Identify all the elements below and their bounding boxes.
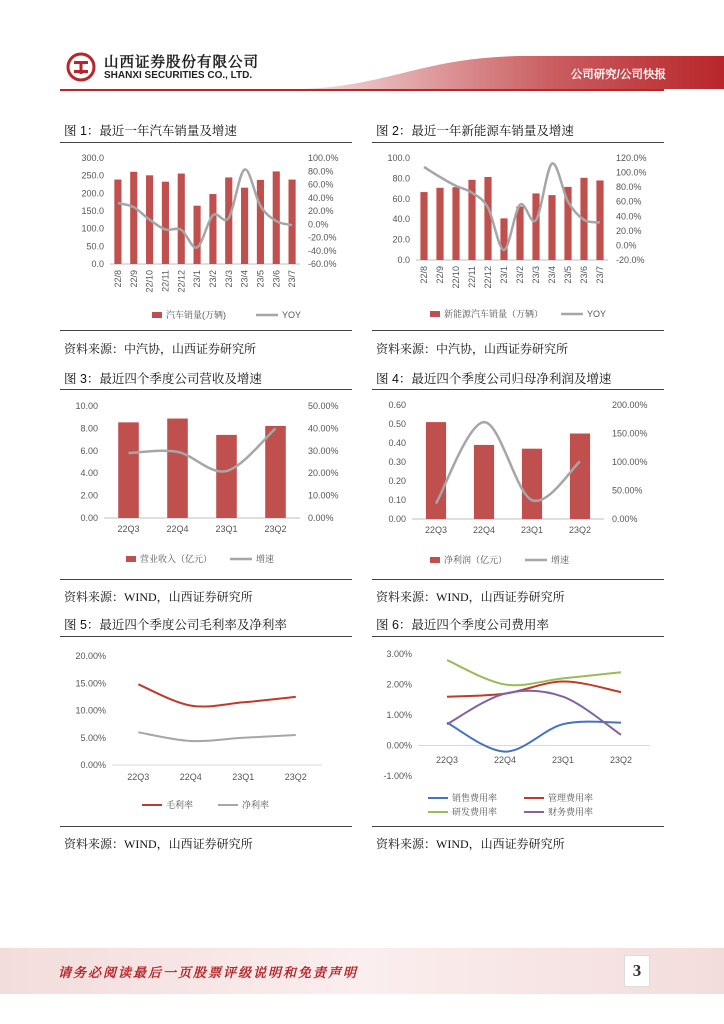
- figure-2-top-rule: [372, 142, 664, 143]
- figure-6-top-rule: [372, 636, 664, 637]
- right-tick-label: 0.0%: [616, 240, 637, 251]
- right-tick-label: -60.0%: [308, 259, 337, 269]
- right-tick-label: 40.0%: [308, 192, 334, 203]
- figure-2-source: 资料来源：中汽协，山西证券研究所: [376, 342, 569, 356]
- category-label: 23Q1: [551, 755, 575, 765]
- left-tick-label: 0.00: [388, 514, 406, 524]
- chart-4-net-profit: [372, 393, 664, 577]
- figure-2-title: 图 2：最近一年新能源车销量及增速: [376, 124, 574, 138]
- category-label: 22/10: [451, 266, 461, 289]
- left-tick-label: 4.00: [80, 468, 98, 479]
- chart-svg-4: [60, 640, 352, 824]
- bar: [167, 419, 188, 518]
- figure-5-title: 图 5：最近四个季度公司毛利率及净利率: [64, 618, 287, 632]
- right-tick-label: -20.0%: [308, 232, 337, 243]
- right-tick-label: -20.0%: [616, 255, 645, 265]
- header-divider: [60, 89, 664, 91]
- right-tick-label: 10.00%: [308, 490, 339, 501]
- right-tick-label: 0.0%: [308, 219, 329, 230]
- category-label: 23/6: [271, 270, 282, 288]
- legend-swatch-bar: [126, 556, 136, 562]
- legend-swatch-bar: [430, 311, 440, 317]
- category-label: 23Q2: [609, 755, 633, 765]
- y-tick-label: 3.00%: [386, 649, 412, 659]
- category-label: 23Q1: [520, 525, 544, 535]
- right-tick-label: 20.0%: [308, 206, 334, 216]
- right-tick-label: 30.00%: [308, 445, 339, 456]
- bar: [570, 434, 590, 520]
- left-tick-label: 0.30: [388, 457, 406, 467]
- line-series: [129, 428, 276, 471]
- right-tick-label: 200.00%: [612, 400, 648, 410]
- line-series: [447, 660, 621, 685]
- category-label: 23/2: [207, 270, 218, 288]
- legend-label: 销售费用率: [452, 793, 498, 803]
- legend-label: 管理费用率: [548, 793, 594, 803]
- left-tick-label: 300.0: [81, 153, 104, 163]
- legend-label: YOY: [282, 310, 302, 320]
- chart-svg-2: [60, 393, 352, 577]
- left-tick-label: 6.00: [80, 445, 98, 456]
- figure-3-source: 资料来源：WIND，山西证券研究所: [64, 590, 253, 604]
- right-tick-label: 100.0%: [308, 153, 339, 163]
- right-tick-label: 80.0%: [616, 182, 642, 193]
- category-label: 23/5: [563, 266, 573, 284]
- category-label: 23/2: [515, 266, 525, 284]
- line-series: [118, 169, 292, 247]
- legend-label: 新能源汽车销量（万辆）: [444, 309, 544, 319]
- figure-1-title: 图 1：最近一年汽车销量及增速: [64, 124, 237, 138]
- footer-disclaimer: 请务必阅读最后一页股票评级说明和免责声明: [58, 965, 359, 980]
- legend-label: 研发费用率: [452, 807, 498, 817]
- left-tick-label: 2.00: [80, 490, 98, 501]
- left-tick-label: 100.0: [81, 223, 104, 234]
- y-tick-label: 2.00%: [386, 679, 412, 690]
- line-series: [138, 732, 295, 741]
- line-series: [447, 691, 621, 735]
- figure-6-bottom-rule: [372, 826, 664, 827]
- category-label: 22/11: [467, 266, 477, 288]
- y-tick-label: 20.00%: [75, 651, 106, 661]
- bar: [426, 422, 446, 519]
- left-tick-label: 0.10: [388, 495, 406, 505]
- right-tick-label: 100.00%: [612, 457, 648, 467]
- legend-label: 净利率: [242, 800, 270, 810]
- y-tick-label: 5.00%: [80, 732, 106, 743]
- line-series: [424, 163, 600, 250]
- category-label: 23/7: [595, 266, 605, 284]
- right-tick-label: 50.00%: [612, 485, 643, 496]
- category-label: 22/10: [144, 270, 155, 293]
- category-label: 22Q3: [424, 525, 448, 535]
- category-label: 22/8: [112, 270, 123, 288]
- bar: [500, 218, 507, 260]
- y-tick-label: 0.00%: [80, 760, 106, 770]
- category-label: 23/5: [255, 270, 266, 288]
- category-label: 22Q4: [493, 755, 517, 765]
- chart-svg-5: [372, 640, 664, 824]
- y-tick-label: 10.00%: [75, 705, 106, 716]
- legend-label: 净利润（亿元）: [444, 555, 508, 565]
- bar: [209, 194, 216, 264]
- category-label: 22Q4: [472, 525, 496, 535]
- category-label: 22Q3: [435, 755, 459, 765]
- figure-6-title: 图 6：最近四个季度公司费用率: [376, 618, 549, 632]
- y-tick-label: 15.00%: [75, 678, 106, 689]
- left-tick-label: 40.0: [392, 214, 410, 225]
- left-tick-label: 250.0: [81, 170, 104, 181]
- figure-2-bottom-rule: [372, 330, 664, 331]
- category-label: 23/1: [192, 270, 203, 288]
- left-tick-label: 50.0: [86, 241, 104, 252]
- y-tick-label: -1.00%: [383, 771, 412, 781]
- right-tick-label: 0.00%: [612, 514, 638, 524]
- right-tick-label: 0.00%: [308, 513, 334, 523]
- category-label: 23Q2: [568, 525, 592, 535]
- figure-4-bottom-rule: [372, 579, 664, 580]
- category-label: 23/4: [547, 266, 557, 284]
- chart-6-expense-ratios: [372, 640, 664, 824]
- category-label: 22/11: [160, 270, 171, 292]
- right-tick-label: 20.0%: [616, 225, 642, 236]
- category-label: 23Q1: [232, 772, 255, 782]
- category-label: 23/3: [531, 266, 541, 284]
- bar: [548, 195, 555, 260]
- figure-3-bottom-rule: [60, 579, 352, 580]
- bar: [265, 426, 286, 518]
- left-tick-label: 0.40: [388, 438, 406, 448]
- chart-2-nev-sales: [372, 146, 664, 328]
- right-tick-label: -40.0%: [308, 245, 337, 256]
- bar: [216, 435, 237, 518]
- figure-5-bottom-rule: [60, 826, 352, 827]
- legend-swatch-bar: [152, 312, 162, 318]
- figure-3-top-rule: [60, 389, 352, 390]
- category-label: 23/6: [579, 266, 589, 284]
- figure-1-bottom-rule: [60, 330, 352, 331]
- bar: [474, 445, 494, 519]
- chart-svg-0: [60, 146, 352, 328]
- section-tag: 公司研究/公司快报: [570, 69, 666, 81]
- category-label: 22Q4: [179, 772, 202, 782]
- legend-label: 增速: [256, 554, 275, 564]
- legend-label: 汽车销量(万辆): [166, 310, 226, 320]
- figure-4-top-rule: [372, 389, 664, 390]
- category-label: 22/9: [128, 270, 139, 288]
- left-tick-label: 8.00: [80, 423, 98, 434]
- left-tick-label: 0.60: [388, 400, 406, 410]
- right-tick-label: 60.0%: [308, 179, 334, 190]
- bar: [522, 449, 542, 519]
- left-tick-label: 0.0: [397, 255, 410, 265]
- category-label: 23/4: [239, 270, 250, 288]
- legend-label: 增速: [551, 555, 570, 565]
- bar: [241, 188, 248, 264]
- bar: [289, 180, 296, 264]
- bar: [484, 177, 491, 260]
- figure-6-source: 资料来源：WIND，山西证券研究所: [376, 837, 565, 851]
- chart-5-margins: [60, 640, 352, 824]
- category-label: 22/9: [435, 266, 445, 284]
- line-series: [436, 422, 580, 504]
- chart-svg-3: [372, 393, 664, 577]
- bar: [516, 206, 523, 260]
- category-label: 23Q2: [264, 524, 287, 534]
- category-label: 22/12: [176, 270, 187, 293]
- bar: [178, 174, 185, 264]
- figure-1-top-rule: [60, 142, 352, 143]
- line-series: [447, 722, 621, 752]
- right-tick-label: 150.00%: [612, 428, 648, 439]
- legend-label: 财务费用率: [548, 807, 594, 817]
- bar: [114, 180, 121, 264]
- category-label: 23/3: [223, 270, 234, 288]
- figure-5-source: 资料来源：WIND，山西证券研究所: [64, 837, 253, 851]
- category-label: 22Q3: [127, 772, 150, 782]
- chart-3-revenue: [60, 393, 352, 577]
- bar: [130, 172, 137, 264]
- left-tick-label: 10.00: [75, 401, 98, 411]
- legend-label: 毛利率: [166, 800, 194, 810]
- figure-3-title: 图 3：最近四个季度公司营收及增速: [64, 372, 262, 386]
- category-label: 23Q1: [215, 524, 238, 534]
- category-label: 23/7: [287, 270, 298, 288]
- figure-4-source: 资料来源：WIND，山西证券研究所: [376, 590, 565, 604]
- bar: [273, 171, 280, 264]
- right-tick-label: 100.0%: [616, 167, 647, 178]
- y-tick-label: 1.00%: [386, 710, 412, 720]
- legend-label: YOY: [587, 309, 607, 319]
- left-tick-label: 150.0: [81, 206, 104, 216]
- left-tick-label: 80.0: [392, 173, 410, 184]
- right-tick-label: 120.0%: [616, 153, 647, 163]
- left-tick-label: 100.0: [387, 153, 410, 163]
- right-tick-label: 40.00%: [308, 423, 339, 434]
- bar: [436, 188, 443, 260]
- y-tick-label: 0.00%: [386, 740, 412, 751]
- bar: [596, 180, 603, 260]
- left-tick-label: 20.0: [392, 234, 410, 245]
- bar: [452, 187, 459, 260]
- line-series: [138, 684, 295, 706]
- right-tick-label: 40.0%: [616, 211, 642, 222]
- bar: [162, 182, 169, 264]
- right-tick-label: 20.00%: [308, 468, 339, 479]
- bar: [118, 422, 139, 518]
- bar: [194, 206, 201, 264]
- figure-4-title: 图 4：最近四个季度公司归母净利润及增速: [376, 372, 612, 386]
- figure-5-top-rule: [60, 636, 352, 637]
- bar: [257, 180, 264, 264]
- category-label: 22/8: [419, 266, 429, 284]
- right-tick-label: 50.00%: [308, 401, 339, 411]
- figure-1-source: 资料来源：中汽协，山西证券研究所: [64, 342, 257, 356]
- company-name-en: SHANXI SECURITIES CO., LTD.: [104, 70, 253, 81]
- legend-label: 营业收入（亿元）: [140, 554, 213, 564]
- right-tick-label: 60.0%: [616, 196, 642, 207]
- left-tick-label: 0.0: [91, 259, 104, 269]
- category-label: 23/1: [499, 266, 509, 284]
- bar: [532, 193, 539, 260]
- chart-1-auto-sales: [60, 146, 352, 328]
- company-name-cn: 山西证券股份有限公司: [104, 55, 259, 71]
- category-label: 22Q4: [166, 524, 189, 534]
- left-tick-label: 0.50: [388, 419, 406, 429]
- right-tick-label: 80.0%: [308, 166, 334, 177]
- left-tick-label: 200.0: [81, 188, 104, 199]
- category-label: 22/12: [483, 266, 493, 289]
- left-tick-label: 0.20: [388, 476, 406, 486]
- legend-swatch-bar: [430, 557, 440, 563]
- left-tick-label: 0.00: [80, 513, 98, 523]
- bar: [420, 192, 427, 260]
- page-number: 3: [624, 955, 650, 987]
- chart-svg-1: [372, 146, 664, 328]
- category-label: 23Q2: [284, 772, 307, 782]
- left-tick-label: 60.0: [392, 193, 410, 204]
- category-label: 22Q3: [117, 524, 140, 534]
